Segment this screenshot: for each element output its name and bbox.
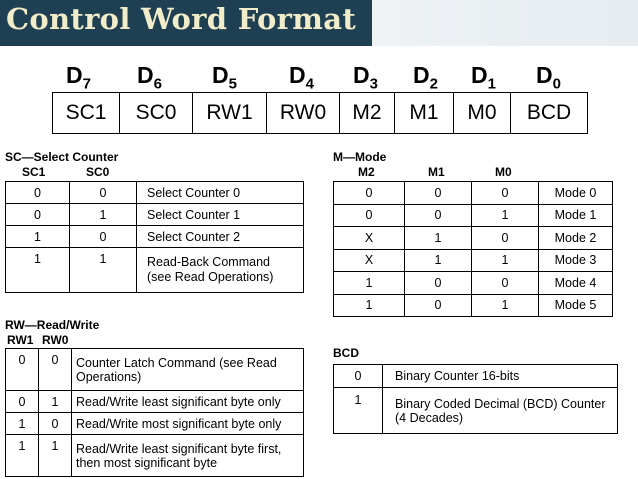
table-cell: Mode 5 <box>539 294 613 317</box>
table-cell: 0 <box>472 182 539 205</box>
table-cell: Binary Counter 16-bits <box>383 365 618 388</box>
title-bar <box>0 0 372 46</box>
table-cell: 0 <box>39 349 72 391</box>
bit-cell: RW1 <box>193 93 267 134</box>
bit-cell: SC0 <box>120 93 193 134</box>
table-row <box>6 248 304 293</box>
bit-cell: RW0 <box>267 93 340 134</box>
bit-header: $D_2$ <box>413 62 438 93</box>
table-cell <box>383 388 618 434</box>
table-cell: 0 <box>6 204 70 226</box>
table-row <box>6 435 304 477</box>
table-cell: Read/Write most significant byte only <box>72 413 304 435</box>
table-row <box>6 182 304 204</box>
sc-col-header: SC0 <box>86 165 110 179</box>
bit-header-row <box>52 62 588 92</box>
cell-line: then most significant byte <box>76 455 218 470</box>
table-cell: 0 <box>334 182 405 205</box>
table-cell: 0 <box>6 349 39 391</box>
cell-line: (4 Decades) <box>395 410 464 425</box>
bcd-section-title: BCD <box>333 346 359 360</box>
table-cell <box>137 248 304 293</box>
cell-line: Read/Write least significant byte first, <box>76 441 282 456</box>
control-word-bits <box>52 92 588 134</box>
table-cell: 0 <box>405 182 472 205</box>
table-row <box>6 413 304 435</box>
table-cell: 0 <box>405 272 472 295</box>
table-cell: 1 <box>39 435 72 477</box>
bit-header: $D_1$ <box>471 62 496 93</box>
bcd-table <box>333 364 618 434</box>
table-cell: 1 <box>70 204 137 226</box>
table-cell: 1 <box>334 272 405 295</box>
table-cell: X <box>334 227 405 250</box>
table-cell: 0 <box>70 226 137 248</box>
table-row <box>334 227 613 250</box>
table-row <box>334 365 618 388</box>
table-cell: Mode 4 <box>539 272 613 295</box>
bit-header: $D_5$ <box>212 62 237 93</box>
mode-col-header: M2 <box>358 165 375 179</box>
table-cell: X <box>334 249 405 272</box>
table-cell: 1 <box>472 294 539 317</box>
table-cell: Read/Write least significant byte only <box>72 391 304 413</box>
read-write-table <box>5 348 304 477</box>
cell-line: Read-Back Command <box>147 255 270 269</box>
table-cell: 0 <box>405 204 472 227</box>
cell-line: Operations) <box>76 369 142 384</box>
rw-col-header: RW1 <box>7 333 34 347</box>
table-row <box>334 388 618 434</box>
table-cell: 1 <box>405 249 472 272</box>
select-counter-table <box>5 181 304 293</box>
table-cell: 1 <box>334 388 383 434</box>
header-decoration <box>372 0 638 46</box>
table-cell: Mode 0 <box>539 182 613 205</box>
table-cell: Select Counter 2 <box>137 226 304 248</box>
slide-title: Control Word Format <box>6 2 357 36</box>
table-cell: 0 <box>334 365 383 388</box>
table-cell: 0 <box>472 227 539 250</box>
bit-cell: SC1 <box>53 93 120 134</box>
table-cell: 0 <box>405 294 472 317</box>
cell-line: Binary Coded Decimal (BCD) Counter <box>395 396 606 411</box>
table-cell: 1 <box>405 227 472 250</box>
table-cell: Mode 2 <box>539 227 613 250</box>
table-cell <box>72 349 304 391</box>
bit-header: $D_6$ <box>137 62 162 93</box>
table-cell: 1 <box>472 204 539 227</box>
table-cell: 1 <box>6 413 39 435</box>
table-row <box>6 391 304 413</box>
table-cell: 0 <box>472 272 539 295</box>
bit-cell: M1 <box>395 93 454 134</box>
bit-header: $D_3$ <box>353 62 378 93</box>
mode-table <box>333 181 613 317</box>
table-cell: 0 <box>6 391 39 413</box>
bit-header: $D_7$ <box>66 62 91 93</box>
table-cell: 0 <box>70 182 137 204</box>
table-cell: Mode 3 <box>539 249 613 272</box>
table-cell: 1 <box>70 248 137 293</box>
cell-line: (see Read Operations) <box>147 270 274 284</box>
table-cell: 0 <box>6 182 70 204</box>
table-cell: 1 <box>472 249 539 272</box>
table-cell: 1 <box>6 435 39 477</box>
table-row <box>6 226 304 248</box>
table-cell: 1 <box>6 226 70 248</box>
table-cell <box>72 435 304 477</box>
table-cell: Select Counter 1 <box>137 204 304 226</box>
bit-cell: M0 <box>454 93 511 134</box>
table-row <box>334 272 613 295</box>
table-cell: 1 <box>334 294 405 317</box>
table-row <box>334 204 613 227</box>
table-cell: 0 <box>39 413 72 435</box>
rw-col-header: RW0 <box>42 333 69 347</box>
table-cell: 1 <box>6 248 70 293</box>
mode-col-header: M1 <box>428 165 445 179</box>
sc-col-header: SC1 <box>22 165 46 179</box>
bit-header: $D_4$ <box>289 62 314 93</box>
table-cell: 1 <box>39 391 72 413</box>
cell-line: Counter Latch Command (see Read <box>76 355 277 370</box>
sc-section-title: SC—Select Counter <box>5 150 119 164</box>
table-cell: Mode 1 <box>539 204 613 227</box>
table-row <box>6 349 304 391</box>
bit-header: $D_0$ <box>536 62 561 93</box>
mode-col-header: M0 <box>495 165 512 179</box>
table-row <box>6 204 304 226</box>
table-cell: Select Counter 0 <box>137 182 304 204</box>
table-row <box>334 249 613 272</box>
bit-cell: M2 <box>340 93 395 134</box>
rw-section-title: RW—Read/Write <box>5 318 100 332</box>
table-row <box>334 294 613 317</box>
table-cell: 0 <box>334 204 405 227</box>
mode-section-title: M—Mode <box>333 150 387 164</box>
table-row <box>334 182 613 205</box>
bit-cell: BCD <box>511 93 588 134</box>
